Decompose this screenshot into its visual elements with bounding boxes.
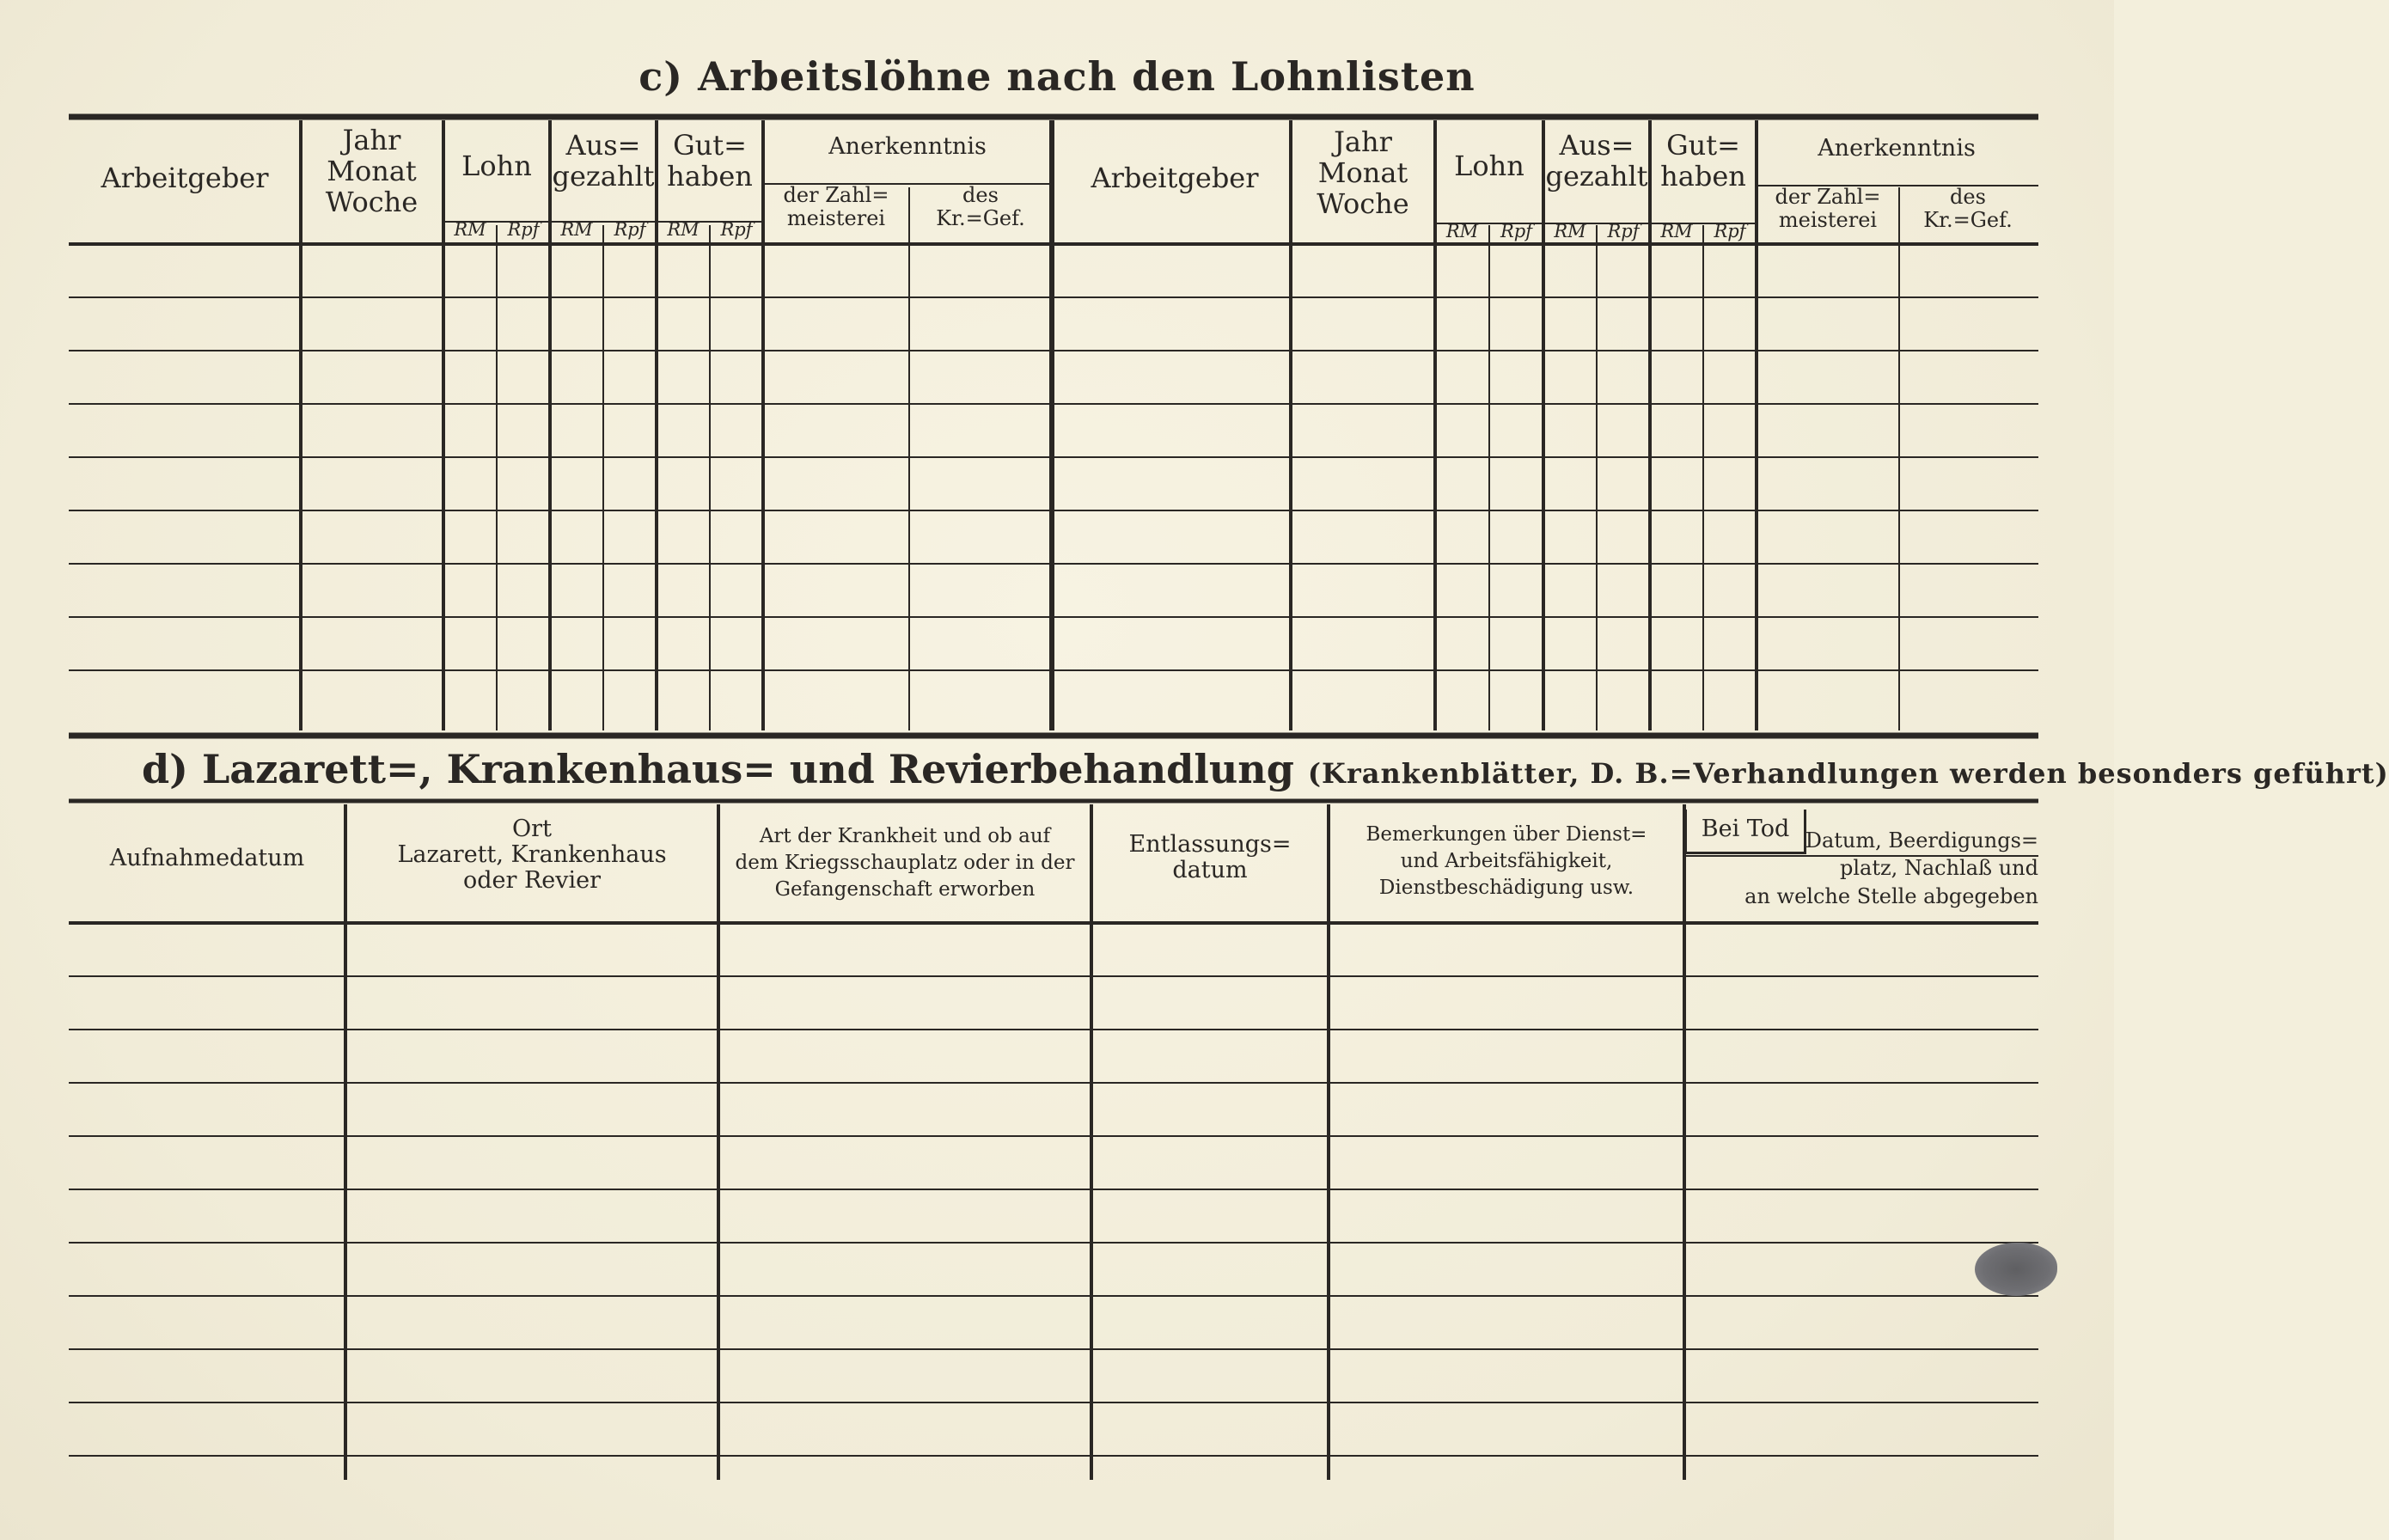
unit-rpf: Rpf bbox=[1607, 221, 1640, 241]
c-header-haben: haben bbox=[667, 159, 753, 192]
c-header-monat-2: Monat bbox=[1317, 156, 1408, 189]
c-header-woche-2: Woche bbox=[1317, 186, 1409, 220]
c-header-gezahlt-2: gezahlt bbox=[1545, 159, 1648, 192]
c-header-des: des bbox=[962, 183, 999, 207]
unit-rm: RM bbox=[1445, 221, 1479, 241]
d-header-entlassung-2: datum bbox=[1172, 857, 1248, 884]
c-header-gut: Gut= bbox=[673, 129, 747, 162]
d-header-art-2: dem Kriegsschauplatz oder in der bbox=[735, 852, 1075, 875]
d-header-bemerkungen-2: und Arbeitsfähigkeit, bbox=[1400, 850, 1613, 873]
d-header-art-3: Gefangenschaft erworben bbox=[774, 878, 1036, 901]
unit-rpf: Rpf bbox=[1500, 221, 1533, 241]
unit-rm: RM bbox=[1660, 221, 1693, 241]
section-d-note: (Krankenblätter, D. B.=Verhandlungen werden besonders geführt) bbox=[1307, 757, 2389, 790]
c-header-zahl-2: der Zahl= bbox=[1775, 185, 1881, 209]
c-header-anerkenntnis-2: Anerkenntnis bbox=[1818, 135, 1976, 162]
c-header-krgef-label-2: Kr.=Gef. bbox=[1923, 207, 2013, 232]
c-header-gezahlt: gezahlt bbox=[552, 159, 655, 192]
c-header-aus: Aus= bbox=[565, 129, 641, 162]
c-header-jahr-2: Jahr bbox=[1334, 125, 1392, 158]
unit-rm: RM bbox=[667, 219, 700, 240]
d-header-ort-1: Ort bbox=[512, 816, 552, 842]
d-header-bei-tod: Bei Tod bbox=[1701, 816, 1790, 842]
c-header-haben-2: haben bbox=[1660, 159, 1746, 192]
d-header-datum-3: an welche Stelle abgegeben bbox=[1744, 883, 2038, 908]
c-header-ausgezahlt-2 bbox=[1543, 131, 1650, 192]
d-header-datum-1: Datum, Beerdigungs= bbox=[1805, 828, 2038, 852]
c-header-gut-2: Gut= bbox=[1666, 129, 1740, 162]
c-header-lohn-2: Lohn bbox=[1454, 150, 1524, 182]
unit-rpf: Rpf bbox=[720, 219, 753, 240]
c-header-woche: Woche bbox=[325, 185, 419, 218]
d-header-aufnahmedatum: Aufnahmedatum bbox=[109, 845, 305, 871]
c-header-krgef-label: Kr.=Gef. bbox=[936, 205, 1025, 230]
c-header-arbeitgeber: Arbeitgeber bbox=[101, 162, 269, 194]
section-c-title: c) Arbeitslöhne nach den Lohnlisten bbox=[638, 53, 1476, 100]
c-header-zahl: der Zahl= bbox=[783, 183, 889, 207]
c-header-jahr-monat-woche-2 bbox=[1291, 127, 1435, 219]
d-header-entlassung bbox=[1091, 832, 1329, 883]
d-header-bemerkungen bbox=[1329, 822, 1684, 901]
punch-hole bbox=[1975, 1243, 2057, 1296]
unit-rpf: Rpf bbox=[614, 219, 646, 240]
c-header-monat: Monat bbox=[327, 154, 417, 187]
c-header-jahr-monat-woche bbox=[301, 125, 443, 217]
d-header-ort bbox=[345, 816, 718, 895]
d-header-ort-3: oder Revier bbox=[462, 867, 602, 895]
c-header-ausgezahlt bbox=[550, 131, 657, 192]
c-header-krgef bbox=[909, 184, 1052, 230]
unit-rm: RM bbox=[560, 219, 593, 240]
c-header-meisterei-2: meisterei bbox=[1778, 207, 1878, 232]
c-header-aus-2: Aus= bbox=[1559, 129, 1634, 162]
d-header-ort-2: Lazarett, Krankenhaus bbox=[397, 841, 667, 869]
d-header-bemerkungen-1: Bemerkungen über Dienst= bbox=[1366, 823, 1647, 846]
unit-rpf: Rpf bbox=[1714, 221, 1746, 241]
c-header-zahlmeisterei-2 bbox=[1757, 186, 1899, 232]
d-header-art-1: Art der Krankheit und ob auf bbox=[759, 825, 1051, 847]
c-header-arbeitgeber-2: Arbeitgeber bbox=[1091, 162, 1259, 194]
unit-rm: RM bbox=[1554, 221, 1586, 241]
c-header-jahr: Jahr bbox=[342, 124, 401, 156]
c-header-guthaben-2 bbox=[1650, 131, 1757, 192]
c-header-lohn: Lohn bbox=[461, 150, 532, 182]
c-header-zahlmeisterei bbox=[763, 184, 909, 230]
unit-rm: RM bbox=[454, 219, 486, 240]
d-header-art bbox=[718, 823, 1091, 903]
unit-rpf: Rpf bbox=[507, 219, 540, 240]
d-header-bemerkungen-3: Dienstbeschädigung usw. bbox=[1378, 877, 1634, 900]
c-header-krgef-2 bbox=[1899, 186, 2037, 232]
d-header-datum bbox=[1719, 827, 2038, 910]
c-header-anerkenntnis: Anerkenntnis bbox=[828, 133, 987, 160]
c-header-guthaben bbox=[657, 131, 763, 192]
d-header-datum-2: platz, Nachlaß und bbox=[1839, 856, 2038, 881]
d-header-entlassung-1: Entlassungs= bbox=[1128, 831, 1292, 858]
c-header-meisterei: meisterei bbox=[786, 205, 886, 230]
c-header-des-2: des bbox=[1950, 185, 1986, 209]
section-d-heading: d) Lazarett=, Krankenhaus= und Revierbehandlung bbox=[142, 746, 1294, 792]
